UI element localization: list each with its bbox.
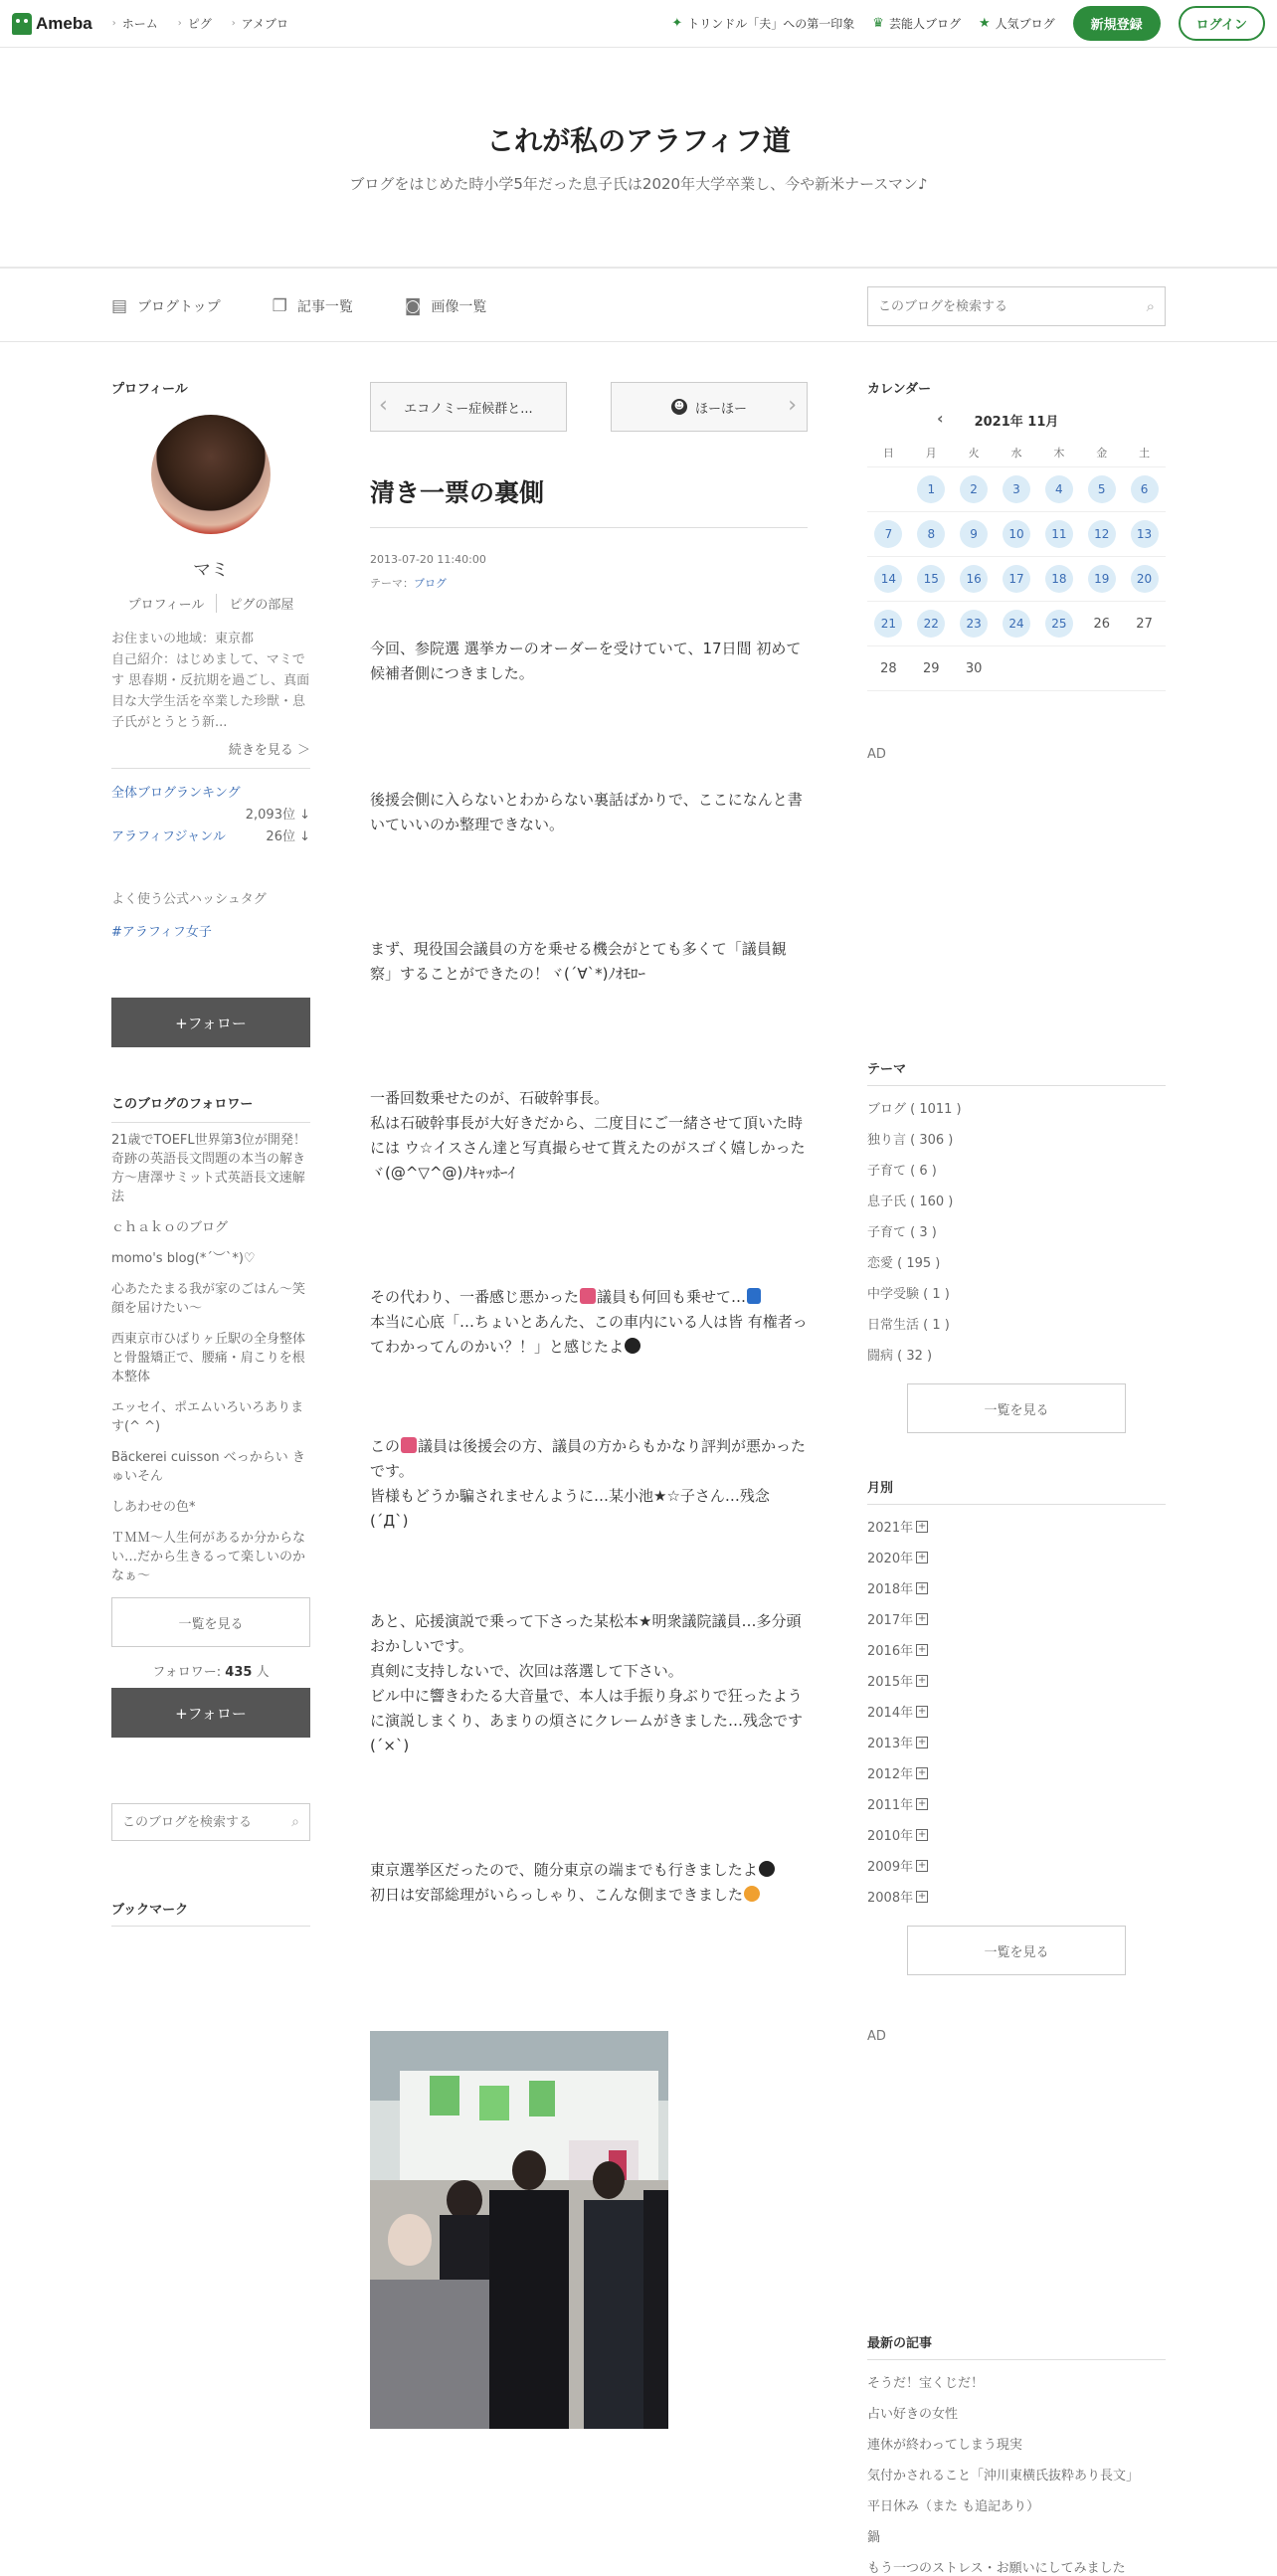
month-archive-item[interactable] xyxy=(867,1671,1166,1690)
camera-icon: ◙ xyxy=(404,296,422,316)
follower-item[interactable]: エッセイ、ポエムいろいろあります(^ ^) xyxy=(111,1400,304,1434)
entry-main xyxy=(370,382,808,1904)
calendar-day[interactable] xyxy=(910,512,953,557)
pigg-room-link[interactable]: ピグの部屋 xyxy=(216,594,305,613)
ameba-logo-icon xyxy=(12,13,32,35)
calendar-day: 26 xyxy=(1080,602,1123,646)
face-emoji-icon xyxy=(744,1886,760,1902)
follower-count-label: フォロワー: xyxy=(152,1665,226,1680)
calendar-day[interactable] xyxy=(867,557,910,602)
chevron-right-icon: › xyxy=(111,18,116,29)
calendar-day[interactable] xyxy=(910,467,953,512)
month-archive-item[interactable] xyxy=(867,1825,1166,1844)
calendar-day xyxy=(867,467,910,512)
theme-item[interactable]: 日常生活 ( 1 ) xyxy=(867,1318,950,1333)
theme-item[interactable]: 子育て ( 6 ) xyxy=(867,1164,937,1179)
side-search-input[interactable] xyxy=(122,1815,291,1830)
logo-text: Ameba xyxy=(36,13,92,33)
calendar-day[interactable] xyxy=(953,512,996,557)
calendar-day[interactable] xyxy=(1123,467,1166,512)
recent-entry-link[interactable]: 鍋 xyxy=(867,2530,881,2545)
calendar-day xyxy=(996,646,1038,691)
month-label: 2018年 xyxy=(867,1582,914,1597)
celebrity-blog-label: 芸能人ブログ xyxy=(888,17,961,31)
calendar-day-link[interactable]: 13 xyxy=(1131,520,1159,548)
ameba-logo[interactable] xyxy=(12,13,92,35)
expand-icon[interactable]: + xyxy=(917,1890,927,1902)
calendar-day[interactable] xyxy=(953,557,996,602)
calendar-day[interactable] xyxy=(953,467,996,512)
month-archive-item[interactable] xyxy=(867,1548,1166,1566)
expand-icon[interactable]: + xyxy=(917,1581,927,1593)
follower-item[interactable]: Bäckerei cuisson べっからい きゅいそん xyxy=(111,1450,305,1484)
follower-count xyxy=(111,1661,310,1680)
profile-link[interactable]: プロフィール xyxy=(127,598,205,613)
entry-paragraph: 一番回数乗せたのが、石破幹事長。 私は石破幹事長が大好きだから、二度目にご一緒させて頂いた時には ウ☆イスさん達と写真撮らせて貰えたのがスゴく嬉しかった ヾ(@^▽^@)ﾉｷｬｯﾎｰｲ xyxy=(370,1089,806,1182)
blog-top-link[interactable] xyxy=(111,296,221,316)
calendar-day-link[interactable]: 4 xyxy=(1045,475,1073,503)
blog-description: ブログをはじめた時小学5年だった息子氏は2020年大学卒業し、今や新米ナースマン♪ xyxy=(349,175,928,193)
ad-label: AD xyxy=(867,2029,886,2044)
month-archive-item[interactable] xyxy=(867,1609,1166,1628)
ranking xyxy=(111,783,310,848)
nav-label: ホーム xyxy=(121,17,158,31)
calendar-day-link[interactable]: 16 xyxy=(960,565,988,593)
profile-more-link[interactable]: 続きを見る ＞ xyxy=(228,743,310,758)
follower-item[interactable]: ｃｈａｋｏのブログ xyxy=(111,1220,229,1235)
followers-title: このブログのフォロワー xyxy=(111,1093,310,1123)
entry-theme-link[interactable]: ブログ xyxy=(414,577,447,590)
global-header xyxy=(0,0,1277,48)
month-archive-title: 月別 xyxy=(867,1477,1166,1505)
month-label: 2015年 xyxy=(867,1675,914,1690)
trend-link-label: トリンドル「夫」への第一印象 xyxy=(687,17,855,31)
blog-search-input[interactable] xyxy=(878,299,1147,314)
entry-pager xyxy=(370,382,808,432)
ranking-genre-label[interactable]: アラフィフジャンル xyxy=(111,829,226,844)
calendar-weekday: 水 xyxy=(996,440,1038,467)
entry-paragraph xyxy=(370,1858,808,1908)
expand-icon[interactable]: + xyxy=(917,1859,927,1871)
theme-list xyxy=(867,1098,1166,1364)
calendar-day[interactable] xyxy=(996,512,1038,557)
calendar-day-link[interactable]: 5 xyxy=(1088,475,1116,503)
month-label: 2008年 xyxy=(867,1891,914,1906)
theme-item[interactable]: 息子氏 ( 160 ) xyxy=(867,1195,954,1209)
global-nav xyxy=(112,15,288,32)
calendar-day-link[interactable]: 10 xyxy=(1003,520,1030,548)
month-label: 2016年 xyxy=(867,1644,914,1659)
recent-entry-link[interactable]: もう一つのストレス・お願いにしてみました xyxy=(867,2561,1126,2576)
entry-text: この xyxy=(370,1437,401,1455)
calendar-day-link[interactable]: 2 xyxy=(960,475,988,503)
entry-text: 初日は安部総理がいらっしゃり、こんな側まできました xyxy=(370,1886,744,1904)
search-icon[interactable]: ⌕ xyxy=(291,1814,299,1830)
entry-theme-label: テーマ： xyxy=(370,577,414,590)
recent-entries-title: 最新の記事 xyxy=(867,2332,1166,2360)
search-icon[interactable]: ⌕ xyxy=(1146,297,1155,315)
bookmark-title: ブックマーク xyxy=(111,1899,310,1927)
entry-text: その代わり、一番感じ悪かった xyxy=(370,1288,580,1306)
calendar-day-link[interactable]: 24 xyxy=(1003,610,1030,638)
car-emoji-icon xyxy=(759,1861,775,1877)
expand-icon[interactable]: + xyxy=(917,1766,927,1778)
blog-nav xyxy=(0,271,1277,342)
side-search-box[interactable] xyxy=(111,1803,310,1841)
entry-photo[interactable] xyxy=(370,2031,668,2429)
calendar-day-link[interactable]: 21 xyxy=(874,610,902,638)
theme-item[interactable]: 子育て ( 3 ) xyxy=(867,1225,937,1240)
chevron-right-icon: › xyxy=(177,18,182,29)
global-nav-right xyxy=(671,6,1265,41)
nav-label: アメブロ xyxy=(241,17,288,31)
login-button[interactable]: ログイン xyxy=(1179,6,1265,41)
calendar-day[interactable] xyxy=(867,602,910,646)
calendar-day[interactable] xyxy=(910,557,953,602)
calendar-day[interactable] xyxy=(1123,557,1166,602)
hashtag-title: よく使う公式ハッシュタグ xyxy=(111,892,267,907)
recent-entries-list xyxy=(867,2372,1166,2576)
month-label: 2020年 xyxy=(867,1552,914,1566)
entry-text: 本当に心底「…ちょいとあんた、この車内にいる人は皆 有権者ってわかってんのかい？！」と感じたよ xyxy=(370,1313,808,1356)
month-list-button[interactable]: 一覧を見る xyxy=(907,1926,1126,1975)
calendar-day-link[interactable]: 22 xyxy=(917,610,945,638)
entry-list-label: 記事一覧 xyxy=(296,299,353,315)
calendar-day-link[interactable]: 14 xyxy=(874,565,902,593)
follower-item[interactable]: ＴＭＭ～人生何があるか分からない…だから生きるって楽しいのかなぁ～ xyxy=(111,1531,306,1583)
profile-text: お住まいの地域：東京都 自己紹介：はじめまして、マミです 思春期・反抗期を過ごし、真面目な大学生活を卒業した珍獣・息子氏がとうとう新... xyxy=(111,632,310,730)
calendar-day-link[interactable]: 15 xyxy=(917,565,945,593)
calendar-day[interactable] xyxy=(996,602,1038,646)
entry-photo-image xyxy=(370,2031,668,2429)
nav-pigg-link[interactable] xyxy=(178,15,212,32)
theme-item[interactable]: 中学受験 ( 1 ) xyxy=(867,1287,950,1302)
calendar-day[interactable] xyxy=(996,557,1038,602)
blog-top-label: ブログトップ xyxy=(137,299,221,315)
calendar-header xyxy=(867,411,1166,430)
celebrity-blog-link[interactable] xyxy=(872,15,961,32)
expand-icon[interactable]: + xyxy=(917,1797,927,1809)
month-label: 2010年 xyxy=(867,1829,914,1844)
calendar-day xyxy=(1037,646,1080,691)
ranking-overall-label[interactable]: 全体ブログランキング xyxy=(111,786,241,801)
month-archive-item[interactable] xyxy=(867,1702,1166,1721)
face-emoji-icon xyxy=(625,1338,640,1354)
entry-text: 東京選挙区だったので、随分東京の端までも行きましたよ xyxy=(370,1861,758,1879)
trend-link[interactable] xyxy=(671,15,854,32)
month-label: 2017年 xyxy=(867,1613,914,1628)
entry-paragraph: 後援会側に入らないとわからない裏話ばかりで、ここになんと書いていいのか整理できない。 xyxy=(370,791,803,833)
entry-paragraph xyxy=(370,1434,808,1534)
calendar-day[interactable] xyxy=(996,467,1038,512)
recent-entry-link[interactable]: 気付かされること「沖川東横氏抜粋あり長文」 xyxy=(867,2469,1140,2484)
follower-item[interactable]: 心あたたまる我が家のごはん〜笑顔を届けたい〜 xyxy=(111,1282,306,1316)
entry-paragraph: あと、応援演説で乗って下さった某松本★明衆議院議員…多分頭おかしいです。 真剣に支持しないで、次回は落選して下さい。 ビル中に響きわたる大音量で、本人は手振り身ぶりで狂ったように演説しまくり、あまりの煩さにクレームがきました…残念です(´×`) xyxy=(370,1612,804,1754)
face-emoji-icon xyxy=(580,1288,596,1304)
expand-icon[interactable]: + xyxy=(917,1736,927,1748)
follower-item[interactable]: momo's blog(*´︶`*)♡ xyxy=(111,1251,256,1266)
entry-text: 議員は後援会の方、議員の方からもかなり評判が悪かったです。 皆様もどうか騙されませんように…某小池★☆子さん…残念(´Д`) xyxy=(370,1437,807,1530)
star-icon: ★ xyxy=(978,16,991,31)
calendar-weekday: 月 xyxy=(910,440,953,467)
nav-label: ピグ xyxy=(187,17,212,31)
prev-entry-button[interactable] xyxy=(370,382,567,432)
expand-icon[interactable]: + xyxy=(917,1828,927,1840)
calendar-day-link[interactable]: 11 xyxy=(1045,520,1073,548)
expand-icon[interactable]: + xyxy=(917,1705,927,1717)
calendar-day xyxy=(1123,646,1166,691)
calendar-day[interactable] xyxy=(1037,467,1080,512)
calendar-weekday: 日 xyxy=(867,440,910,467)
down-arrows-emoji-icon xyxy=(747,1288,761,1304)
follower-item[interactable]: 西東京市ひばりヶ丘駅の全身整体と骨盤矯正で、腰痛・肩こりを根本整体 xyxy=(111,1332,306,1384)
calendar-day-link[interactable]: 25 xyxy=(1045,610,1073,638)
right-sidebar xyxy=(867,378,1166,2576)
profile-name[interactable]: マミ xyxy=(193,560,229,581)
calendar-day: 27 xyxy=(1123,602,1166,646)
document-icon: ▤ xyxy=(111,296,128,316)
calendar-day[interactable] xyxy=(1123,512,1166,557)
calendar-day: 29 xyxy=(910,646,953,691)
ranking-genre-value: 26位 ↓ xyxy=(266,829,310,844)
theme-list-button[interactable]: 一覧を見る xyxy=(907,1383,1126,1433)
next-entry-button[interactable] xyxy=(611,382,808,432)
month-archive-item[interactable] xyxy=(867,1887,1166,1906)
recent-entry-link[interactable]: そうだ！宝くじだ！ xyxy=(867,2376,985,2391)
calendar-weekday: 火 xyxy=(953,440,996,467)
nav-ameblo-link[interactable] xyxy=(232,15,288,32)
follow-button[interactable]: +フォロー xyxy=(111,998,310,1047)
month-archive-item[interactable] xyxy=(867,1763,1166,1782)
expand-icon[interactable]: + xyxy=(917,1551,927,1563)
entry-date: 2013-07-20 11:40:00 xyxy=(370,553,486,566)
entry-text: 議員も何回も乗せて… xyxy=(597,1288,747,1306)
calendar-weekday: 木 xyxy=(1037,440,1080,467)
calendar-day-link[interactable]: 23 xyxy=(960,610,988,638)
month-archive-item[interactable] xyxy=(867,1640,1166,1659)
month-archive-item[interactable] xyxy=(867,1517,1166,1536)
theme-item[interactable]: 恋愛 ( 195 ) xyxy=(867,1256,941,1271)
calendar-title: カレンダー xyxy=(867,382,932,397)
theme-item[interactable]: 独り言 ( 306 ) xyxy=(867,1133,954,1148)
chevron-left-icon[interactable]: ‹ xyxy=(937,409,944,428)
calendar-weekday: 金 xyxy=(1080,440,1123,467)
calendar-day-link[interactable]: 8 xyxy=(917,520,945,548)
popular-blog-link[interactable] xyxy=(979,15,1055,32)
calendar-grid xyxy=(867,440,1166,691)
expand-icon[interactable]: + xyxy=(917,1674,927,1686)
follower-count-unit: 人 xyxy=(252,1665,270,1680)
month-label: 2012年 xyxy=(867,1767,914,1782)
calendar-day-link[interactable]: 12 xyxy=(1088,520,1116,548)
follower-list xyxy=(111,1131,310,1585)
calendar-day[interactable] xyxy=(1080,512,1123,557)
calendar-day-link[interactable]: 20 xyxy=(1131,565,1159,593)
calendar-weekday: 土 xyxy=(1123,440,1166,467)
month-label: 2009年 xyxy=(867,1860,914,1875)
calendar-day-link[interactable]: 19 xyxy=(1088,565,1116,593)
blog-search-box[interactable] xyxy=(867,286,1166,326)
calendar-day[interactable] xyxy=(1037,602,1080,646)
entry-meta xyxy=(370,548,808,596)
recent-entry-link[interactable]: 連休が終わってしまう現実 xyxy=(867,2438,1022,2453)
calendar-day: 28 xyxy=(867,646,910,691)
face-emoji-icon xyxy=(401,1437,417,1453)
entry-paragraph xyxy=(370,1285,808,1360)
left-sidebar xyxy=(111,378,310,1927)
image-list-label: 画像一覧 xyxy=(431,299,487,315)
ranking-overall-value: 2,093位 ↓ xyxy=(245,808,310,823)
calendar-day[interactable] xyxy=(1080,467,1123,512)
divider xyxy=(111,768,310,769)
calendar-day-link[interactable]: 1 xyxy=(917,475,945,503)
crown-icon: ♛ xyxy=(872,16,884,31)
calendar-day[interactable] xyxy=(953,602,996,646)
follow-button-2[interactable]: +フォロー xyxy=(111,1688,310,1738)
calendar-day-link[interactable]: 7 xyxy=(874,520,902,548)
calendar-day-link[interactable]: 9 xyxy=(960,520,988,548)
face-emoji-icon: ☻ xyxy=(671,399,687,415)
blog-header xyxy=(0,48,1277,269)
follower-item[interactable]: しあわせの色* xyxy=(111,1500,196,1515)
copy-icon: ❐ xyxy=(272,296,287,316)
recent-entry-link[interactable]: 平日休み（また も追記あり） xyxy=(867,2499,1040,2514)
chevron-left-icon: ‹ xyxy=(379,393,388,418)
prev-entry-label: エコノミー症候群と... xyxy=(404,401,533,417)
followers-list-button[interactable]: 一覧を見る xyxy=(111,1597,310,1647)
calendar-day-link[interactable]: 6 xyxy=(1131,475,1159,503)
expand-icon[interactable]: + xyxy=(917,1643,927,1655)
calendar-day[interactable] xyxy=(1037,557,1080,602)
month-archive-item[interactable] xyxy=(867,1733,1166,1751)
month-archive-item[interactable] xyxy=(867,1856,1166,1875)
follower-item[interactable]: 21歳でTOEFL世界第3位が開発！奇跡の英語長文問題の本当の解き方～唐澤サミット式英語長文速解法 xyxy=(111,1133,306,1204)
expand-icon[interactable]: + xyxy=(917,1612,927,1624)
calendar-day[interactable] xyxy=(867,512,910,557)
nav-home-link[interactable] xyxy=(112,15,158,32)
hashtag-link[interactable]: #アラフィフ女子 xyxy=(111,925,212,940)
image-list-link[interactable] xyxy=(405,296,487,316)
avatar[interactable] xyxy=(151,415,271,534)
calendar-month: 2021年 11月 xyxy=(974,415,1059,430)
recent-entry-link[interactable]: 占い好きの女性 xyxy=(867,2407,959,2422)
expand-icon[interactable]: + xyxy=(917,1520,927,1532)
ad-label: AD xyxy=(867,747,886,762)
profile-title: プロフィール xyxy=(111,382,188,397)
chevron-right-icon: › xyxy=(231,18,236,29)
month-label: 2011年 xyxy=(867,1798,914,1813)
calendar-day: 30 xyxy=(953,646,996,691)
calendar-day xyxy=(1080,646,1123,691)
month-label: 2014年 xyxy=(867,1706,914,1721)
next-entry-label: ほーほー xyxy=(694,401,747,417)
theme-item[interactable]: ブログ ( 1011 ) xyxy=(867,1102,962,1117)
popular-blog-label: 人気ブログ xyxy=(995,17,1055,31)
calendar-day-link[interactable]: 18 xyxy=(1045,565,1073,593)
month-label: 2013年 xyxy=(867,1737,914,1751)
calendar-day-link[interactable]: 17 xyxy=(1003,565,1030,593)
chevron-right-icon: › xyxy=(788,393,797,418)
theme-item[interactable]: 闘病 ( 32 ) xyxy=(867,1349,933,1364)
calendar-day[interactable] xyxy=(1037,512,1080,557)
entry-paragraph: まず、現役国会議員の方を乗せる機会がとても多くて「議員観察」することができたの！ヾ(´∀`*)ﾉｵﾓﾛｰ xyxy=(370,940,787,983)
follower-count-value: 435 xyxy=(225,1665,253,1680)
register-button[interactable]: 新規登録 xyxy=(1073,6,1161,41)
month-archive-list xyxy=(867,1517,1166,1906)
blog-title[interactable]: これが私のアラフィフ道 xyxy=(486,124,791,157)
profile-links xyxy=(111,594,310,613)
month-archive-item[interactable] xyxy=(867,1794,1166,1813)
sparkle-icon: ✦ xyxy=(671,16,683,31)
calendar-day-link[interactable]: 3 xyxy=(1003,475,1030,503)
theme-title: テーマ xyxy=(867,1058,1166,1086)
month-archive-item[interactable] xyxy=(867,1578,1166,1597)
entry-list-link[interactable] xyxy=(273,296,353,316)
month-label: 2021年 xyxy=(867,1521,914,1536)
entry-title[interactable]: 清き一票の裏側 xyxy=(370,473,808,528)
calendar-day[interactable] xyxy=(1080,557,1123,602)
calendar-day[interactable] xyxy=(910,602,953,646)
entry-paragraph: 今回、参院選 選挙カーのオーダーを受けていて、17日間 初めて候補者側につきました。 xyxy=(370,640,802,682)
entry-theme xyxy=(370,572,808,596)
